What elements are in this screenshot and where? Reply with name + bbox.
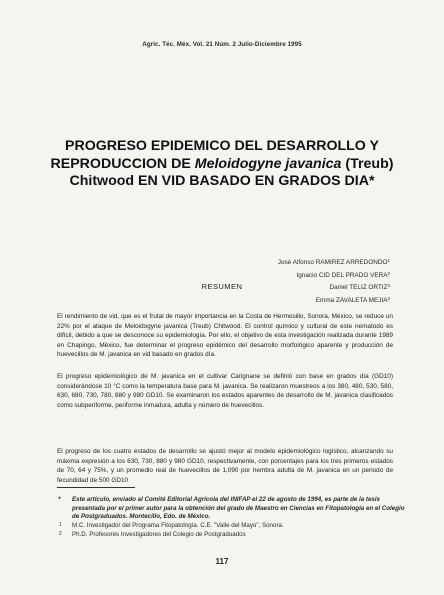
author-affiliation-mark: 1	[387, 258, 390, 263]
abstract-paragraph-3: El progreso de los cuatro estados de desarrollo se ajustó mejor al modelo epidemiológico logístico, alcanzando su máxima expresión a los 630, 730, 880 y 980 GD10, respectivamente, con porcentajes para los tres primeros estados de 70, 64 y 75%, y un promedio real de huevecillos de 1,090 por hembra adulta de M. javanica en un periodo de fecundidad de 500 GD10	[57, 448, 393, 484]
abstract-paragraph-1: El rendimiento de vid, que es el frutal de mayor importancia en la Costa de Hermosillo, Sonora, México, se reduce un 22% por el ataque de Meloidogyne javanica (Treub) Chitwood. El control químico y cultural de este nematodo es difícil, debido a que se desconoce su epidemiología. Por ello, el objetivo de esta investigación realizada durante 1989 en Chapingo, México, fue determinar el progreso epidémico del desarrollo morfológico aparente y producción de huevecillos de M. javanica en vid basado en grados día.	[57, 313, 393, 359]
title-part-2: (Treub) Chitwood EN VID BASADO EN GRADOS DIA*	[69, 155, 394, 189]
footnotes	[57, 496, 405, 540]
article-title	[30, 138, 414, 191]
footnote-affiliation-1	[57, 522, 405, 531]
author-name: Ignacio CID DEL PRADO VERA	[296, 271, 388, 279]
title-part-1: PROGRESO EPIDEMICO DEL DESARROLLO Y REPRODUCCION DE	[50, 138, 379, 172]
footnote-mark: 1	[59, 522, 62, 529]
author-affiliation-mark: 2	[387, 283, 390, 288]
author-line	[278, 269, 390, 282]
footnote-text: Este artículo, enviado al Comité Editorial Agrícola del INIFAP el 22 de agosto de 1994, es parte de la tesis presentada por el primer autor para la obtención del grado de Maestro en Ciencias en Fitopatología en el Colegio de Postgraduados. Montecillo, Edo. de México.	[72, 496, 405, 521]
footnote-text: Ph.D. Profesores Investigadores del Colegio de Postgraduados	[72, 531, 246, 539]
title-species: Meloidogyne javanica	[194, 155, 342, 172]
footnote-mark: *	[58, 496, 61, 503]
page-number: 117	[215, 557, 229, 566]
author-line	[278, 256, 390, 269]
author-name: Daniel TELIZ ORTIZ	[329, 284, 388, 291]
author-line	[278, 294, 390, 307]
journal-citation: Agric. Téc. Méx. Vol. 21 Núm. 2 Julio-Diciembre 1995	[142, 41, 302, 48]
author-affiliation-mark: 2	[387, 270, 390, 276]
author-affiliation-mark: 2	[387, 295, 390, 301]
abstract-paragraph-2: El progreso epidemiológico de M. javanica en el cultivar Carignane se definió con base en grados día (GD10) considerándose 10 °C como la temperatura base para M. javanica. Se realizaron muestreos a los 380, 480, 530, 580, 630, 680, 730, 780, 880 y 980 GD10. Se examinaron los estados aparentes de desarrollo de M. javanica clasificados como subperiforme, periforme inmadura, adulta y número de huevecillos.	[57, 373, 393, 409]
footnote-text: M.C. Investigador del Programa Fitopatología. C.E. "Valle del Mayo", Sonora.	[72, 522, 284, 530]
footnote-divider	[57, 487, 135, 488]
author-name: José Alfonso RAMIREZ ARREDONDO	[277, 259, 388, 266]
section-heading-resumen: RESUMEN	[201, 282, 243, 291]
footnote-affiliation-2	[57, 531, 405, 540]
author-list	[278, 256, 390, 306]
author-name: Emma ZAVALETA MEJIA	[315, 296, 388, 304]
footnote-article-info	[57, 496, 405, 522]
footnote-mark: 2	[59, 531, 62, 538]
